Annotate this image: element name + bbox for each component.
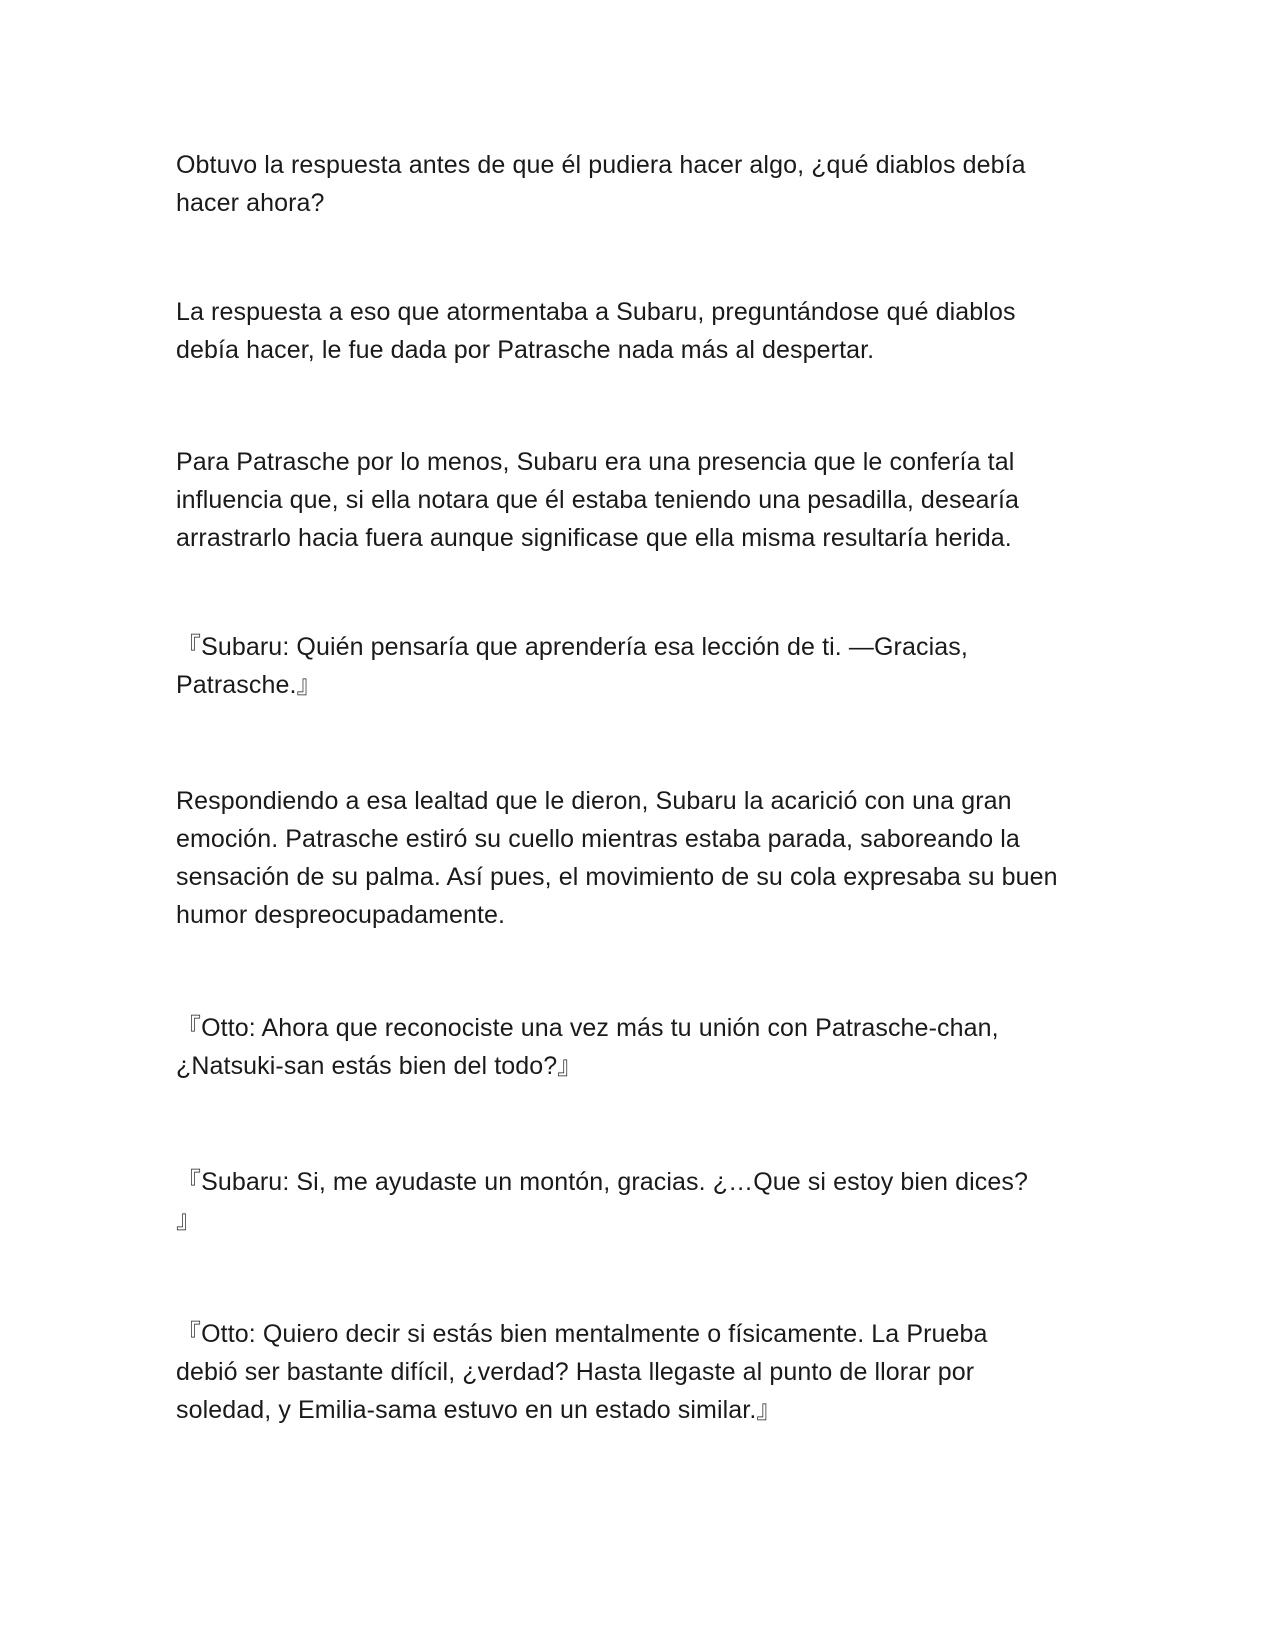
paragraph-line: emoción. Patrasche estiró su cuello mientras estaba parada, saboreando la: [176, 825, 1020, 853]
dialogue-otto-1: [176, 1009, 1096, 1085]
paragraph-3: [176, 443, 1096, 557]
dialogue-subaru-2: [176, 1163, 1096, 1239]
dialogue-subaru-1: [176, 628, 1096, 704]
paragraph-line: Para Patrasche por lo menos, Subaru era una presencia que le confería tal: [176, 448, 1015, 476]
paragraph-line: debió ser bastante difícil, ¿verdad? Hasta llegaste al punto de llorar por: [176, 1358, 975, 1386]
paragraph-line: 『Otto: Quiero decir si estás bien mentalmente o físicamente. La Prueba: [176, 1320, 988, 1348]
paragraph-line: arrastrarlo hacia fuera aunque significase que ella misma resultaría herida.: [176, 524, 1012, 552]
paragraph-line: Respondiendo a esa lealtad que le dieron, Subaru la acarició con una gran: [176, 787, 1012, 815]
paragraph-line: soledad, y Emilia-sama estuvo en un estado similar.』: [176, 1396, 782, 1424]
paragraph-2: [176, 293, 1096, 369]
paragraph-line: 』: [176, 1206, 202, 1234]
paragraph-line: Patrasche.』: [176, 671, 322, 699]
paragraph-line: 『Subaru: Si, me ayudaste un montón, gracias. ¿…Que si estoy bien dices?: [176, 1168, 1028, 1196]
paragraph-line: La respuesta a eso que atormentaba a Subaru, preguntándose qué diablos: [176, 298, 1016, 326]
paragraph-line: debía hacer, le fue dada por Patrasche nada más al despertar.: [176, 336, 875, 364]
paragraph-line: 『Otto: Ahora que reconociste una vez más tu unión con Patrasche-chan,: [176, 1014, 999, 1042]
paragraph-line: hacer ahora?: [176, 189, 325, 217]
paragraph-1: [176, 146, 1096, 222]
paragraph-line: ¿Natsuki-san estás bien del todo?』: [176, 1052, 583, 1080]
dialogue-otto-2: [176, 1315, 1096, 1429]
paragraph-5: [176, 782, 1096, 934]
paragraph-line: Obtuvo la respuesta antes de que él pudiera hacer algo, ¿qué diablos debía: [176, 151, 1026, 179]
paragraph-line: humor despreocupadamente.: [176, 901, 506, 929]
paragraph-line: 『Subaru: Quién pensaría que aprendería esa lección de ti. —Gracias,: [176, 633, 968, 661]
paragraph-line: sensación de su palma. Así pues, el movimiento de su cola expresaba su buen: [176, 863, 1058, 891]
paragraph-line: influencia que, si ella notara que él estaba teniendo una pesadilla, desearía: [176, 486, 1020, 514]
